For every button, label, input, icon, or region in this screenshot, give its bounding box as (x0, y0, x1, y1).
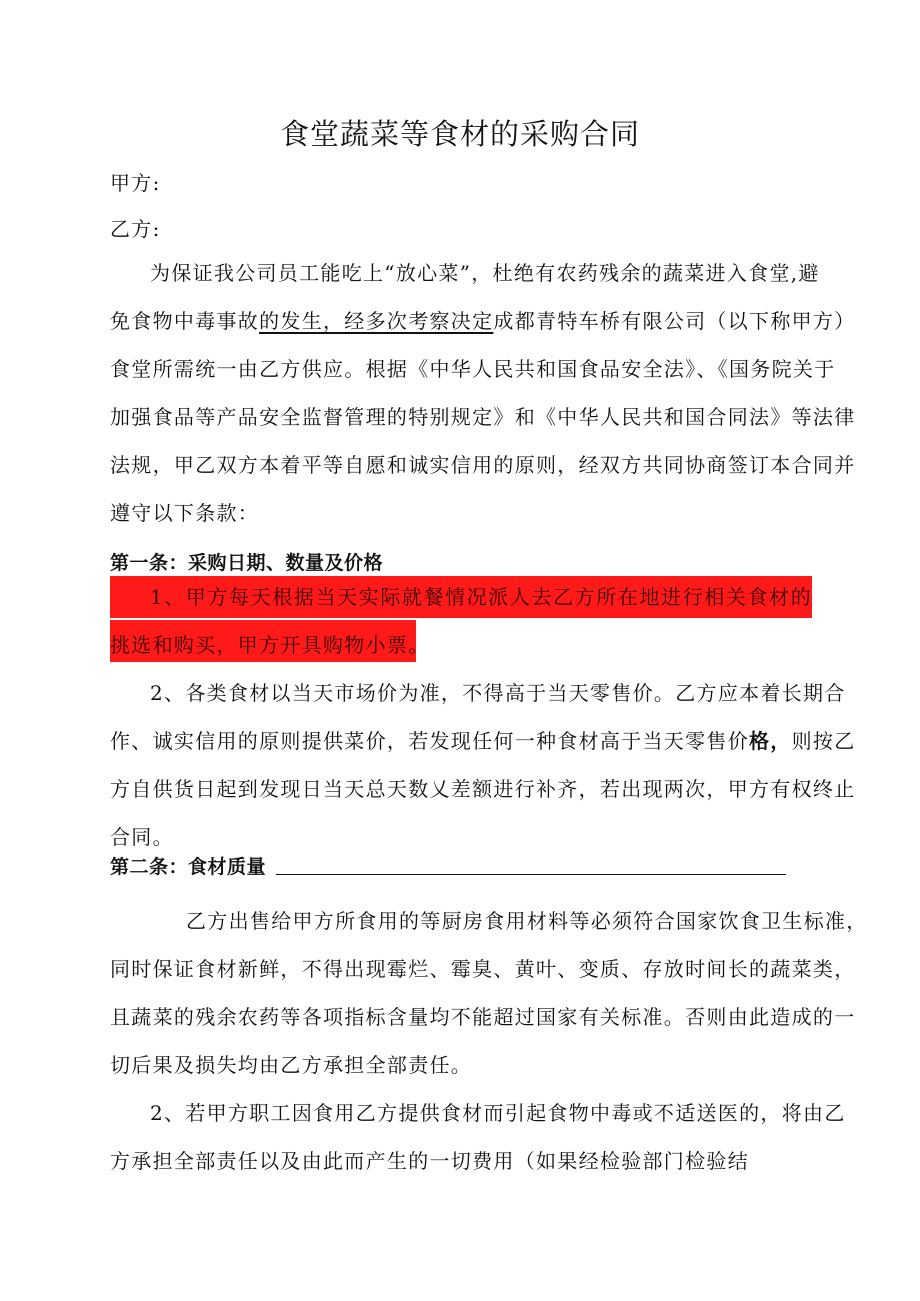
article-2-para-1-line-4: 切后果及损失均由乙方承担全部责任。 (110, 1053, 473, 1077)
intro-line-6: 遵守以下条款： (110, 501, 260, 525)
article-2-para-1-line-3: 且蔬菜的残余农药等各项指标含量均不能超过国家有关标准。否则由此造成的一 (110, 1005, 856, 1029)
article-1-heading: 第一条：采购日期、数量及价格 (110, 552, 384, 574)
item-2-bold-char: 格， (749, 729, 792, 753)
item-2-line-2-part-b: 则按乙 (791, 729, 856, 753)
article-2-item-2-line-1: 2、若甲方职工因食用乙方提供食材而引起食物中毒或不适送医的，将由乙 (150, 1101, 846, 1125)
intro-line-3: 食堂所需统一由乙方供应。根据《中华人民共和国食品安全法》、《国务院关于 (110, 357, 836, 381)
intro-line-2-part-c: 成都青特车桥有限公司（以下称甲方） (493, 309, 856, 333)
highlighted-text: 挑选和购买，甲方开具购物小票 (110, 633, 409, 657)
article-1-item-2-line-1: 2、各类食材以当天市场价为准，不得高于当天零售价。乙方应本着长期合 (150, 681, 846, 705)
heading-blank-line (276, 874, 786, 875)
party-b-label: 乙方: (110, 217, 161, 241)
item-1-period: 。 (408, 633, 430, 657)
intro-line-2 (110, 306, 856, 336)
article-1-item-1-line-1: 1、甲方每天根据当天实际就餐情况派人去乙方所在地进行相关食材的 (150, 585, 812, 609)
item-2-line-2-part-a: 作、诚实信用的原则提供菜价，若发现任何一种食材高于当天零售价 (110, 729, 749, 753)
party-a-label: 甲方: (110, 171, 161, 195)
article-2-para-1-line-2: 同时保证食材新鲜，不得出现霉烂、霉臭、黄叶、变质、存放时间长的蔬菜类， (110, 957, 856, 981)
article-2-item-2-line-2: 方承担全部责任以及由此而产生的一切费用（如果经检验部门检验结 (110, 1149, 749, 1173)
article-2-heading: 第二条：食材质量 (110, 856, 267, 878)
intro-line-4: 加强食品等产品安全监督管理的特别规定》和《中华人民共和国合同法》等法律 (110, 405, 856, 429)
document-title: 食堂蔬菜等食材的采购合同 (279, 117, 640, 151)
intro-line-5: 法规，甲乙双方本着平等自愿和诚实信用的原则，经双方共同协商签订本合同并 (110, 453, 856, 477)
article-1-item-2-line-2 (110, 726, 856, 756)
article-1-item-1-line-2 (110, 630, 812, 660)
intro-line-2-part-a: 免食物中毒事故 (110, 309, 260, 333)
article-2-para-1-line-1: 乙方出售给甲方所食用的等厨房食用材料等必须符合国家饮食卫生标准， (186, 909, 868, 933)
article-1-item-2-line-3: 方自供货日起到发现日当天总天数乂差额进行补齐，若出现两次，甲方有权终止 (110, 777, 856, 801)
article-1-item-2-line-4: 合同。 (110, 825, 174, 849)
intro-line-1: 为保证我公司员工能吃上“放心菜”，杜绝有农药残余的蔬菜进入食堂,避 (150, 261, 820, 285)
intro-underlined-phrase: 的发生，经多次考察决定 (259, 309, 494, 333)
